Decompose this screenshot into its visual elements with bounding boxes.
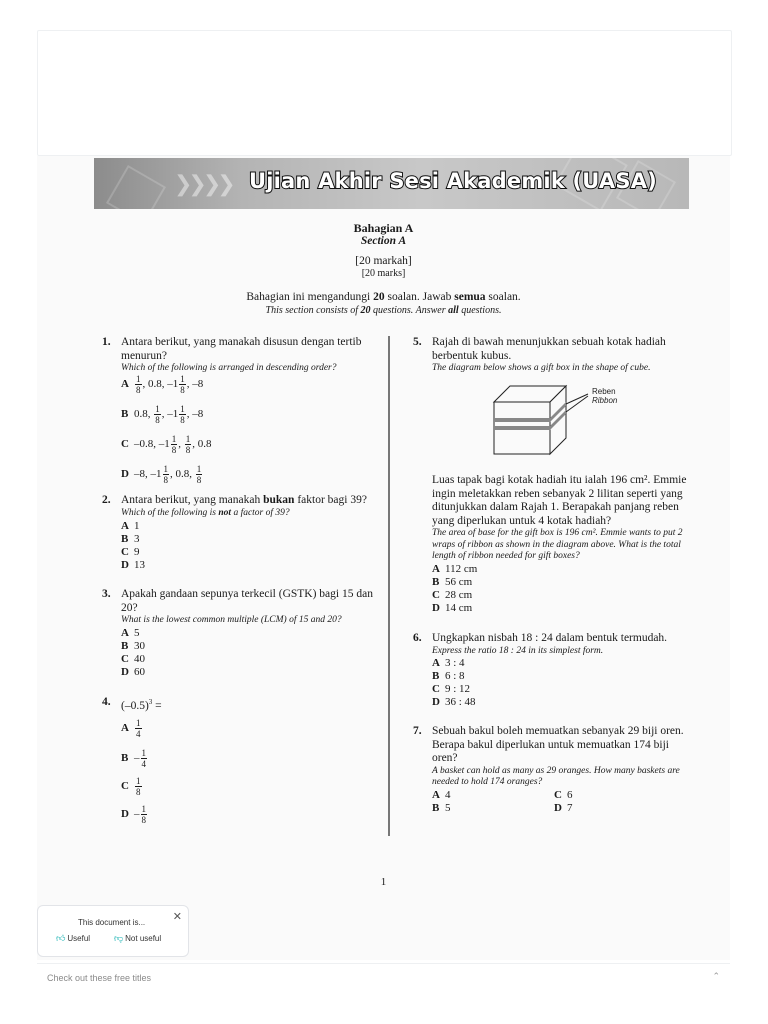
option-2d: D 13 bbox=[121, 559, 145, 571]
thumbs-down-icon: 👎︎ bbox=[114, 933, 124, 943]
option-7b: B 5 bbox=[432, 802, 451, 814]
feedback-popup bbox=[37, 905, 189, 957]
option-3b: B 30 bbox=[121, 640, 145, 652]
ribbon-label-en: Ribbon bbox=[592, 396, 618, 405]
option-7d: D 7 bbox=[554, 802, 573, 814]
section-title-en: Section A bbox=[360, 235, 407, 247]
question-text-en: Which of the following is arranged in descending order? bbox=[121, 363, 337, 373]
section-instructions-en: This section consists of 20 questions. Answer all questions. bbox=[265, 305, 502, 316]
question-number: 4. bbox=[102, 696, 111, 708]
close-icon[interactable]: ✕ bbox=[172, 911, 182, 923]
question-text: Apakah gandaan sepunya terkecil (GSTK) bagi 15 dan 20? bbox=[121, 588, 373, 614]
option-2c: C 9 bbox=[121, 546, 140, 558]
gift-box-diagram bbox=[492, 384, 642, 459]
option-6b: B 6 : 8 bbox=[432, 670, 465, 682]
top-ad-card bbox=[37, 30, 732, 156]
option-5b: B 56 cm bbox=[432, 576, 473, 588]
option-3c: C 40 bbox=[121, 653, 145, 665]
question-6 bbox=[413, 632, 690, 657]
not-useful-button[interactable] bbox=[114, 933, 161, 944]
option-1a: A $\frac{1}{8}$ , 0.8, –1 $\frac{1}{8}$ , –8 bbox=[121, 374, 204, 395]
column-divider bbox=[388, 336, 390, 836]
question-number: 2. bbox=[102, 494, 111, 506]
question-text-2-en: The area of base for the gift box is 196 cm². Emmie wants to put 2 wraps of ribbon as shown in the diagram above. What is the total length of ribbon needed for gift boxes? bbox=[432, 528, 683, 561]
option-1d: D –8, –1 $\frac{1}{8}$ , 0.8, $\frac{1}{8}$ bbox=[121, 464, 202, 485]
option-5a: A 112 cm bbox=[432, 563, 478, 575]
option-7a: A 4 bbox=[432, 789, 451, 801]
question-5-body bbox=[413, 474, 690, 563]
question-5 bbox=[413, 336, 690, 375]
question-text: $(-0.5)^3$ = bbox=[121, 698, 162, 712]
banner-title: Ujian Akhir Sesi Akademik (UASA) bbox=[249, 169, 657, 193]
option-1b: B 0.8, $\frac{1}{8}$ , –1 $\frac{1}{8}$ , –8 bbox=[121, 404, 204, 425]
question-1 bbox=[102, 336, 382, 375]
question-text-en: What is the lowest common multiple (LCM) of 15 and 20? bbox=[121, 615, 342, 625]
question-text: Antara berikut, yang manakah bukan faktor bagi 39? bbox=[121, 494, 367, 506]
option-3a: A 5 bbox=[121, 627, 140, 639]
footer-text[interactable]: Check out these free titles bbox=[47, 973, 152, 983]
question-2 bbox=[102, 494, 382, 519]
question-number: 1. bbox=[102, 336, 111, 348]
feedback-title: This document is... bbox=[78, 918, 146, 927]
option-1c: C –0.8, –1 $\frac{1}{8}$ , $\frac{1}{8}$ , 0.8 bbox=[121, 434, 212, 455]
option-3d: D 60 bbox=[121, 666, 145, 678]
question-text-2: Luas tapak bagi kotak hadiah itu ialah 196 cm². Emmie ingin meletakkan reben sebanyak 2 lilitan seperti yang ditunjukkan dalam Rajah 1. Berapakah panjang reben yang diperlukan untuk 4 kotak hadiah? bbox=[432, 474, 687, 527]
option-2b: B 3 bbox=[121, 533, 140, 545]
document-page bbox=[37, 156, 730, 960]
question-text-en: Which of the following is not a factor of 39? bbox=[121, 507, 290, 518]
not-useful-label: Not useful bbox=[125, 934, 162, 943]
option-6d: D 36 : 48 bbox=[432, 696, 476, 708]
useful-label: Useful bbox=[67, 934, 91, 943]
section-marks-en: [20 marks] bbox=[361, 268, 406, 279]
useful-button[interactable] bbox=[56, 933, 90, 944]
chevron-decoration-icon: ❯❯❯❯ bbox=[174, 172, 232, 197]
option-4b: B – $\frac{1}{4}$ bbox=[121, 748, 146, 769]
page-number: 1 bbox=[380, 876, 387, 888]
option-4a: A $\frac{1}{4}$ bbox=[121, 718, 141, 739]
section-title: Bahagian A bbox=[353, 221, 414, 235]
option-2a: A 1 bbox=[121, 520, 140, 532]
question-7 bbox=[413, 725, 690, 789]
option-7c: C 6 bbox=[554, 789, 573, 801]
question-number: 7. bbox=[413, 725, 422, 737]
question-text: Ungkapkan nisbah 18 : 24 dalam bentuk termudah. bbox=[432, 632, 668, 644]
question-text-en: Express the ratio 18 : 24 in its simplest form. bbox=[432, 645, 604, 656]
question-text: Rajah di bawah menunjukkan sebuah kotak hadiah berbentuk kubus. bbox=[432, 336, 666, 362]
question-number: 3. bbox=[102, 588, 111, 600]
question-text: Sebuah bakul boleh memuatkan sebanyak 29 biji oren. Berapa bakul diperlukan untuk memuatkan 174 biji oren? bbox=[432, 725, 684, 764]
question-text: Antara berikut, yang manakah disusun dengan tertib menurun? bbox=[121, 336, 362, 362]
footer-bar bbox=[37, 963, 730, 992]
option-6c: C 9 : 12 bbox=[432, 683, 471, 695]
question-number: 6. bbox=[413, 632, 422, 644]
thumbs-up-icon: 👍︎ bbox=[56, 933, 66, 943]
option-6a: A 3 : 4 bbox=[432, 657, 465, 669]
option-5d: D 14 cm bbox=[432, 602, 473, 614]
question-number: 5. bbox=[413, 336, 422, 348]
section-marks: [20 markah] bbox=[355, 255, 412, 267]
option-4c: C $\frac{1}{8}$ bbox=[121, 776, 141, 797]
section-instructions: Bahagian ini mengandungi 20 soalan. Jawab semua soalan. bbox=[246, 291, 521, 303]
exam-banner bbox=[94, 158, 689, 209]
chevron-up-icon[interactable]: ⌃ bbox=[712, 971, 720, 981]
question-3 bbox=[102, 588, 382, 627]
ribbon-label: Reben bbox=[592, 387, 616, 396]
question-text-en: A basket can hold as many as 29 oranges. How many baskets are needed to hold 174 oranges? bbox=[432, 765, 680, 787]
question-4 bbox=[102, 696, 382, 713]
option-4d: D – $\frac{1}{8}$ bbox=[121, 804, 146, 825]
option-5c: C 28 cm bbox=[432, 589, 473, 601]
question-text-en: The diagram below shows a gift box in the shape of cube. bbox=[432, 363, 651, 373]
